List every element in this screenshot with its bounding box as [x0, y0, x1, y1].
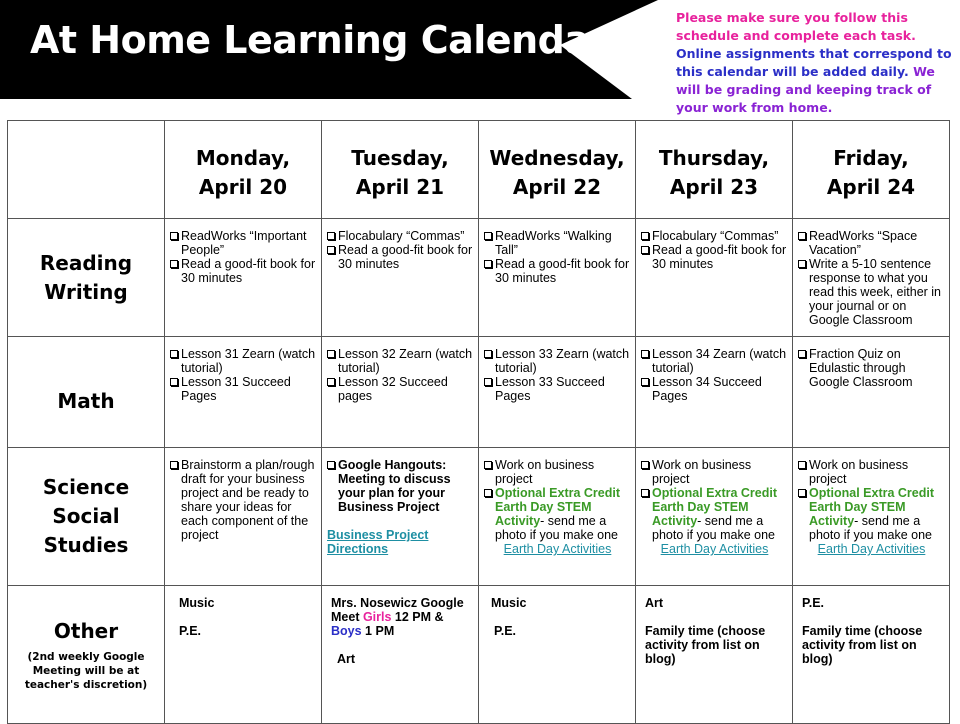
- reading-monday: [165, 219, 322, 337]
- task-item: Read a good-fit book for 30 minutes: [641, 243, 788, 271]
- row-label-line: Studies: [43, 533, 129, 557]
- header-banner: [0, 0, 660, 99]
- task-item: Work on business project: [641, 458, 788, 486]
- day-date: April 21: [355, 174, 445, 199]
- day-header-monday: [165, 121, 322, 219]
- note-pink: Please make sure you follow this schedule and complete each task.: [676, 10, 916, 43]
- row-label-math: [8, 337, 165, 448]
- math-thursday: [636, 337, 793, 448]
- checkbox-icon: [798, 461, 806, 469]
- reading-thursday: [636, 219, 793, 337]
- meeting-text: Mrs. Nosewicz Google Meet Girls 12 PM & Boys 1 PM: [331, 596, 464, 638]
- day-date: April 23: [669, 174, 759, 199]
- science-friday: [793, 448, 950, 586]
- task-item: Google Hangouts: Meeting to discuss your plan for your Business Project: [327, 458, 474, 514]
- reading-tuesday: [322, 219, 479, 337]
- math-row: [8, 337, 950, 448]
- task-item: Work on business project: [484, 458, 631, 486]
- checkbox-icon: [170, 232, 178, 240]
- day-name: Wednesday,: [489, 145, 625, 170]
- checkbox-icon: [484, 489, 492, 497]
- other-row: [8, 586, 950, 724]
- checkbox-icon: [327, 232, 335, 240]
- earth-day-link[interactable]: Earth Day Activities: [817, 542, 926, 556]
- row-label-science: [8, 448, 165, 586]
- task-item: Lesson 34 Zearn (watch tutorial): [641, 347, 788, 375]
- task-item: Lesson 31 Succeed Pages: [170, 375, 317, 403]
- task-item: Fraction Quiz on Edulastic through Google Classroom: [798, 347, 945, 389]
- checkbox-icon: [641, 350, 649, 358]
- row-label-line: Math: [57, 388, 115, 413]
- other-tuesday: [322, 586, 479, 724]
- note-blue: Online assignments that correspond to this calendar will be added daily.: [676, 46, 952, 79]
- note-purple: We will be grading and keeping track of your work from home.: [676, 64, 935, 115]
- day-name: Tuesday,: [351, 145, 449, 170]
- task-item: Lesson 32 Succeed pages: [327, 375, 474, 403]
- row-label-other: [8, 586, 165, 724]
- other-monday: [165, 586, 322, 724]
- checkbox-icon: [327, 246, 335, 254]
- day-date: April 20: [198, 174, 288, 199]
- checkbox-icon: [798, 350, 806, 358]
- task-item: Optional Extra Credit Earth Day STEM Activity- send me a photo if you make one: [798, 486, 945, 542]
- activity-text: P.E.: [494, 624, 517, 638]
- task-item: Flocabulary “Commas”: [327, 229, 474, 243]
- instructions-note: [676, 9, 956, 117]
- task-item: Read a good-fit book for 30 minutes: [170, 257, 317, 285]
- row-label-line: Social: [52, 504, 120, 528]
- reading-wednesday: [479, 219, 636, 337]
- row-label-line: Reading: [39, 250, 133, 275]
- task-item: Read a good-fit book for 30 minutes: [484, 257, 631, 285]
- task-item: ReadWorks “Space Vacation”: [798, 229, 945, 257]
- task-item: Lesson 32 Zearn (watch tutorial): [327, 347, 474, 375]
- earth-day-link[interactable]: Earth Day Activities: [660, 542, 769, 556]
- reading-row: [8, 219, 950, 337]
- task-item: Write a 5-10 sentence response to what you read this week, either in your journal or on Google Classroom: [798, 257, 945, 327]
- task-item: Optional Extra Credit Earth Day STEM Activity- send me a photo if you make one: [641, 486, 788, 542]
- activity-text: Music: [179, 596, 215, 610]
- science-tuesday: [322, 448, 479, 586]
- day-name: Friday,: [833, 145, 909, 170]
- math-wednesday: [479, 337, 636, 448]
- activity-text: P.E.: [802, 596, 825, 610]
- math-tuesday: [322, 337, 479, 448]
- task-item: ReadWorks “Walking Tall”: [484, 229, 631, 257]
- task-item: Read a good-fit book for 30 minutes: [327, 243, 474, 271]
- checkbox-icon: [484, 378, 492, 386]
- math-monday: [165, 337, 322, 448]
- row-label-line: Writing: [44, 279, 128, 304]
- task-item: Lesson 33 Succeed Pages: [484, 375, 631, 403]
- checkbox-icon: [798, 260, 806, 268]
- activity-text: Family time (choose activity from list on blog): [802, 624, 923, 666]
- day-header-row: [8, 121, 950, 219]
- task-item: Lesson 31 Zearn (watch tutorial): [170, 347, 317, 375]
- checkbox-icon: [170, 350, 178, 358]
- day-name: Monday,: [195, 145, 291, 170]
- checkbox-icon: [641, 378, 649, 386]
- checkbox-icon: [327, 378, 335, 386]
- checkbox-icon: [641, 232, 649, 240]
- checkbox-icon: [641, 461, 649, 469]
- activity-text: Art: [337, 652, 356, 666]
- checkbox-icon: [641, 489, 649, 497]
- day-date: April 22: [512, 174, 602, 199]
- checkbox-icon: [327, 350, 335, 358]
- day-header-friday: [793, 121, 950, 219]
- checkbox-icon: [170, 378, 178, 386]
- checkbox-icon: [327, 461, 335, 469]
- task-item: Optional Extra Credit Earth Day STEM Activity- send me a photo if you make one: [484, 486, 631, 542]
- checkbox-icon: [484, 350, 492, 358]
- reading-friday: [793, 219, 950, 337]
- row-label-line: Other: [53, 619, 119, 643]
- science-thursday: [636, 448, 793, 586]
- checkbox-icon: [641, 246, 649, 254]
- checkbox-icon: [484, 232, 492, 240]
- calendar-table: [7, 120, 950, 724]
- row-label-line: Science: [42, 475, 130, 499]
- corner-cell: [8, 121, 165, 219]
- row-label-reading: [8, 219, 165, 337]
- task-item: Brainstorm a plan/rough draft for your business project and be ready to share your ideas for each component of the project: [170, 458, 317, 542]
- activity-text: Art: [645, 596, 664, 610]
- task-item: Flocabulary “Commas”: [641, 229, 788, 243]
- checkbox-icon: [170, 260, 178, 268]
- day-header-thursday: [636, 121, 793, 219]
- task-item: Lesson 34 Succeed Pages: [641, 375, 788, 403]
- day-header-tuesday: [322, 121, 479, 219]
- page-title: At Home Learning Calendar: [30, 18, 608, 62]
- science-row: [8, 448, 950, 586]
- activity-text: Music: [491, 596, 527, 610]
- other-thursday: [636, 586, 793, 724]
- earth-day-link[interactable]: Earth Day Activities: [503, 542, 612, 556]
- other-wednesday: [479, 586, 636, 724]
- day-name: Thursday,: [658, 145, 770, 170]
- science-wednesday: [479, 448, 636, 586]
- task-item: ReadWorks “Important People”: [170, 229, 317, 257]
- row-label-note: (2nd weekly Google Meeting will be at teacher's discretion): [24, 651, 148, 691]
- day-header-wednesday: [479, 121, 636, 219]
- activity-text: Family time (choose activity from list on blog): [645, 624, 766, 666]
- activity-text: P.E.: [179, 624, 202, 638]
- checkbox-icon: [798, 489, 806, 497]
- math-friday: [793, 337, 950, 448]
- business-project-link[interactable]: Business Project Directions: [327, 528, 429, 556]
- checkbox-icon: [484, 260, 492, 268]
- task-item: Work on business project: [798, 458, 945, 486]
- other-friday: [793, 586, 950, 724]
- checkbox-icon: [170, 461, 178, 469]
- task-item: Lesson 33 Zearn (watch tutorial): [484, 347, 631, 375]
- science-monday: [165, 448, 322, 586]
- checkbox-icon: [798, 232, 806, 240]
- day-date: April 24: [826, 174, 916, 199]
- checkbox-icon: [484, 461, 492, 469]
